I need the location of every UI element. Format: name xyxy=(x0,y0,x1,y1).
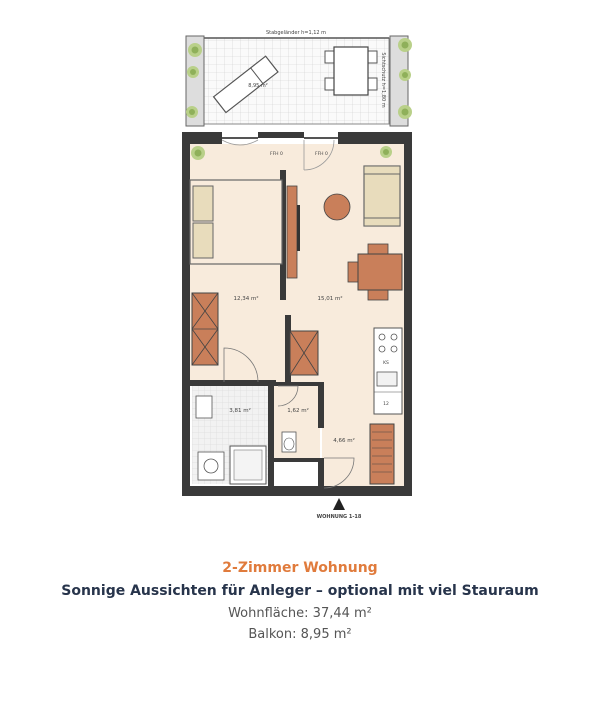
privacy-screen-label: Sichtschutz h=1,80 m xyxy=(380,52,386,108)
balcony xyxy=(186,30,412,126)
wc-area-label: 1,62 m² xyxy=(287,408,309,414)
living-area-label: 15,01 m² xyxy=(317,296,343,302)
door-label-2: FFH 0 xyxy=(315,152,328,157)
hall-wardrobe-icon xyxy=(370,424,394,484)
kitchen-icon xyxy=(374,328,402,414)
balcony-size: Balkon: 8,95 m² xyxy=(248,627,352,642)
bath-area-label: 3,81 m² xyxy=(229,408,251,414)
headline: Sonnige Aussichten für Anleger – optional mit viel Stauraum xyxy=(61,583,539,599)
bed-icon xyxy=(190,180,282,264)
coffee-table-icon xyxy=(324,194,350,220)
entrance-marker xyxy=(317,498,362,520)
door-label-1: FFH 0 xyxy=(270,152,283,157)
living-space: Wohnfläche: 37,44 m² xyxy=(228,606,372,621)
railing-label: Stabgeländer h=1,12 m xyxy=(265,30,327,36)
wardrobe-icon xyxy=(192,293,218,365)
apartment-type: 2-Zimmer Wohnung xyxy=(222,560,378,576)
kitchen-label-1: KS xyxy=(383,361,389,366)
entrance-label: WOHNUNG 1-18 xyxy=(316,514,362,520)
storage-cabinet-icon xyxy=(290,331,318,375)
bedroom-area-label: 12,34 m² xyxy=(233,296,259,302)
sofa-icon xyxy=(364,166,400,226)
hall-area-label: 4,66 m² xyxy=(333,438,355,444)
balcony-area-label: 8,95 m² xyxy=(248,83,268,89)
kitchen-label-2: 12 xyxy=(383,402,389,407)
